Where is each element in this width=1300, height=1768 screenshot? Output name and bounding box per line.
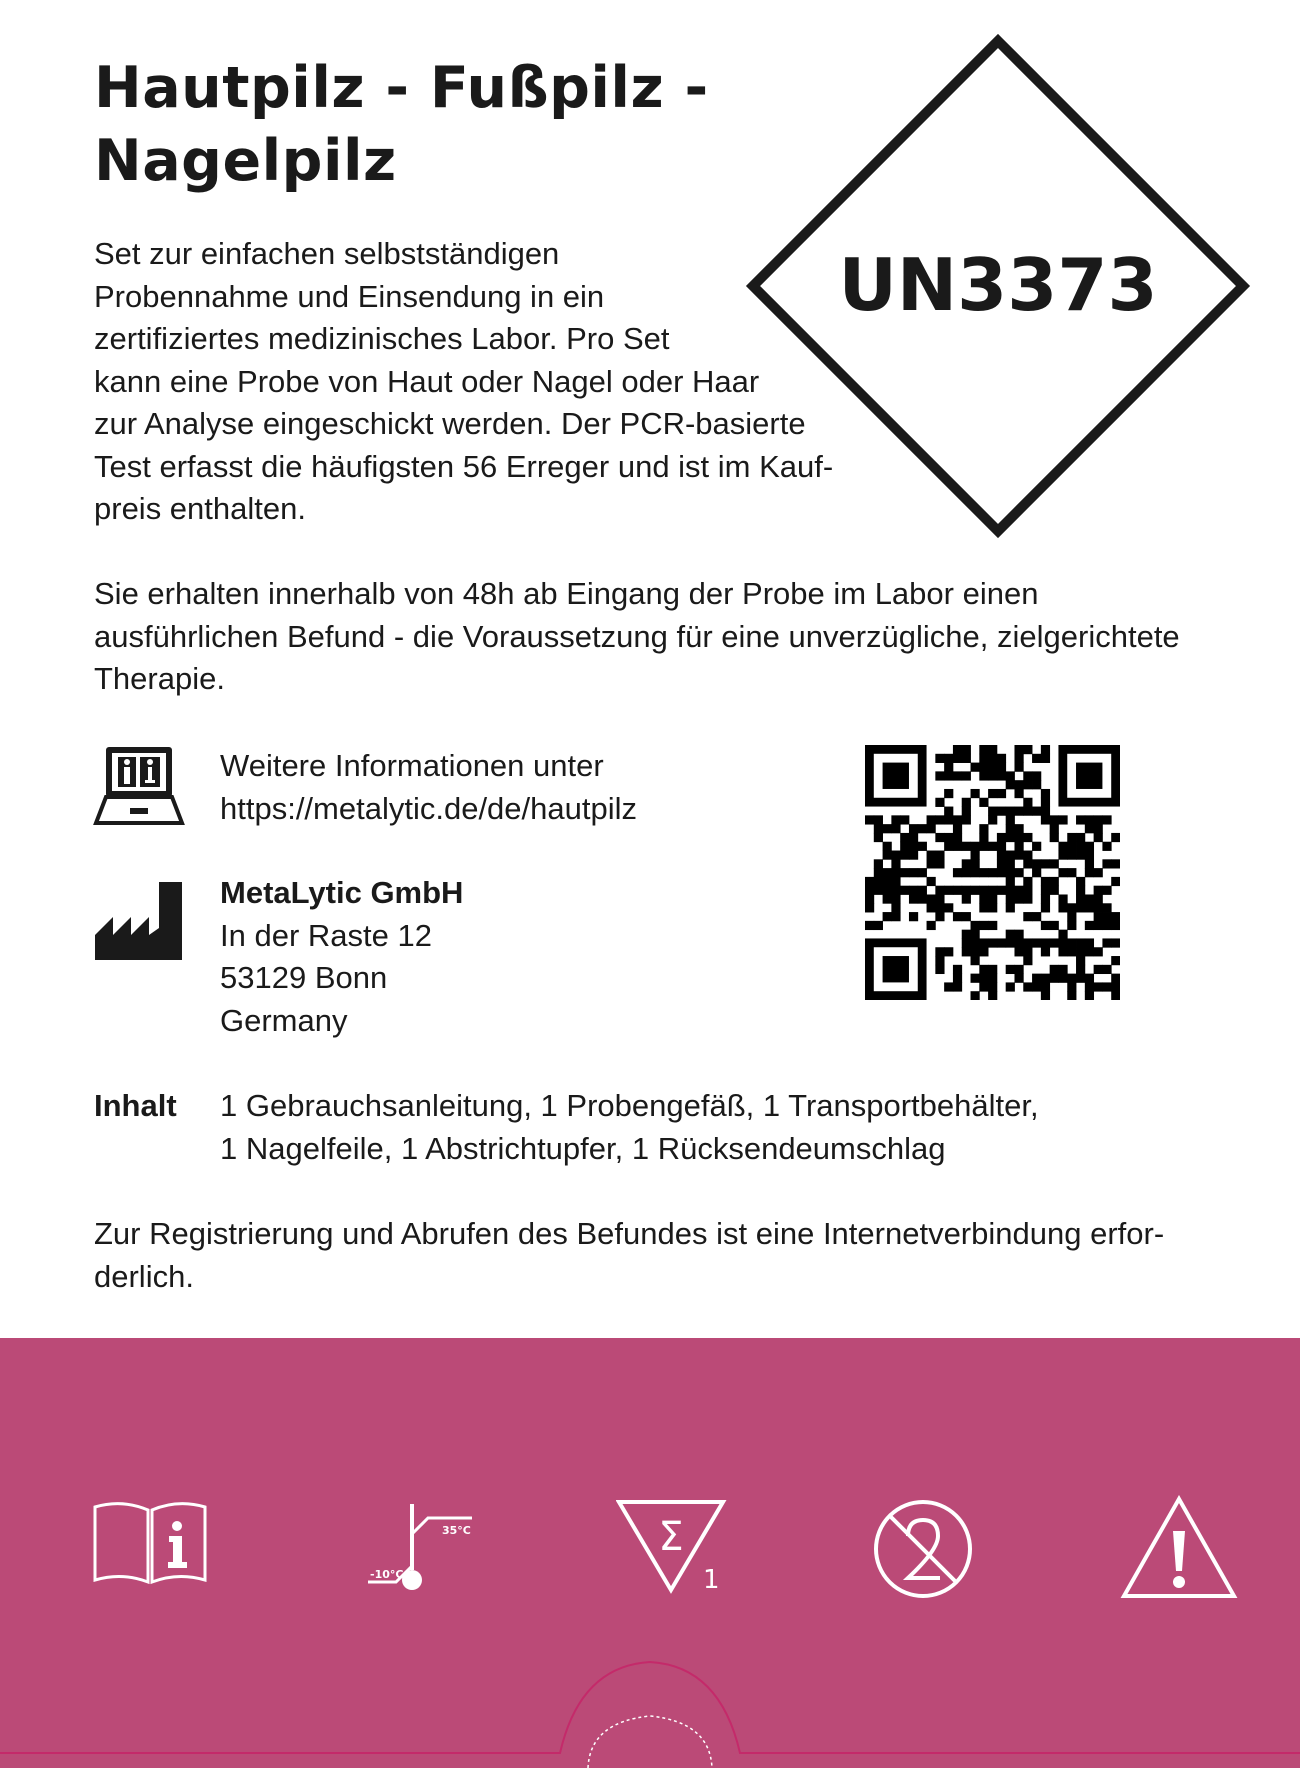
contents-line: 1 Gebrauchsanleitung, 1 Probengefäß, 1 Transportbehälter, [220,1088,1039,1123]
result-line: ausführlichen Befund - die Voraussetzung für eine unverzügliche, zielgerichtete [94,618,1180,654]
description-line: zertifiziertes medizinisches Labor. Pro Set [94,321,670,356]
hang-tab-outline [0,1658,1300,1768]
temperature-limit-icon [368,1500,472,1600]
more-info [220,744,637,830]
note-line: derlich. [94,1258,194,1294]
manufacturer-address [220,872,463,1042]
internet-note [94,1213,1234,1298]
laptop-info-icon [93,744,185,828]
description-line: Set zur einfachen selbstständigen [94,236,560,271]
temperature-min-label: -10°C [370,1568,404,1581]
description-line: zur Analyse eingeschickt werden. Der PCR-basierte [94,406,806,441]
qr-code[interactable] [865,745,1120,1000]
description-line: preis enthalten. [94,491,306,526]
title-line-1: Hautpilz - Fußpilz - [94,55,709,121]
street: In der Raste 12 [220,917,432,953]
more-info-label: Weitere Informationen unter [220,748,604,783]
result-line: Therapie. [94,661,225,696]
consult-instructions-icon [92,1502,208,1586]
result-line: Sie erhalten innerhalb von 48h ab Eingang der Probe im Labor einen [94,576,1039,611]
description-line: Test erfasst die häufigsten 56 Erreger und ist im Kauf- [94,448,834,484]
country: Germany [220,1002,348,1038]
description-line: Probennahme und Einsendung in ein [94,278,605,314]
more-info-url[interactable]: https://metalytic.de/de/hautpilz [220,791,638,826]
hazard-label: UN3373 [838,243,1158,327]
product-title [94,52,734,198]
manufacturer-icon [95,880,183,962]
contents-line: 1 Nagelfeile, 1 Abstrichtupfer, 1 Rücksendeumschlag [220,1130,946,1166]
contains-sufficient-for-icon [616,1498,730,1598]
product-description [94,233,874,531]
contents-list [220,1085,1039,1170]
sigma-symbol: Σ [658,1514,684,1560]
caution-icon [1120,1495,1238,1601]
note-line: Zur Registrierung und Abrufen des Befundes ist eine Internetverbindung erfor- [94,1216,1165,1251]
city: 53129 Bonn [220,960,388,995]
company-name: MetaLytic GmbH [220,875,464,910]
do-not-reuse-icon [872,1498,974,1600]
contents-label: Inhalt [94,1088,177,1123]
symbol-band [0,1338,1300,1768]
sigma-count: 1 [703,1565,720,1595]
title-line-2: Nagelpilz [94,128,397,194]
temperature-max-label: 35°C [442,1524,471,1537]
description-line: kann eine Probe von Haut oder Nagel oder Haar [94,363,760,399]
result-paragraph [94,573,1234,701]
